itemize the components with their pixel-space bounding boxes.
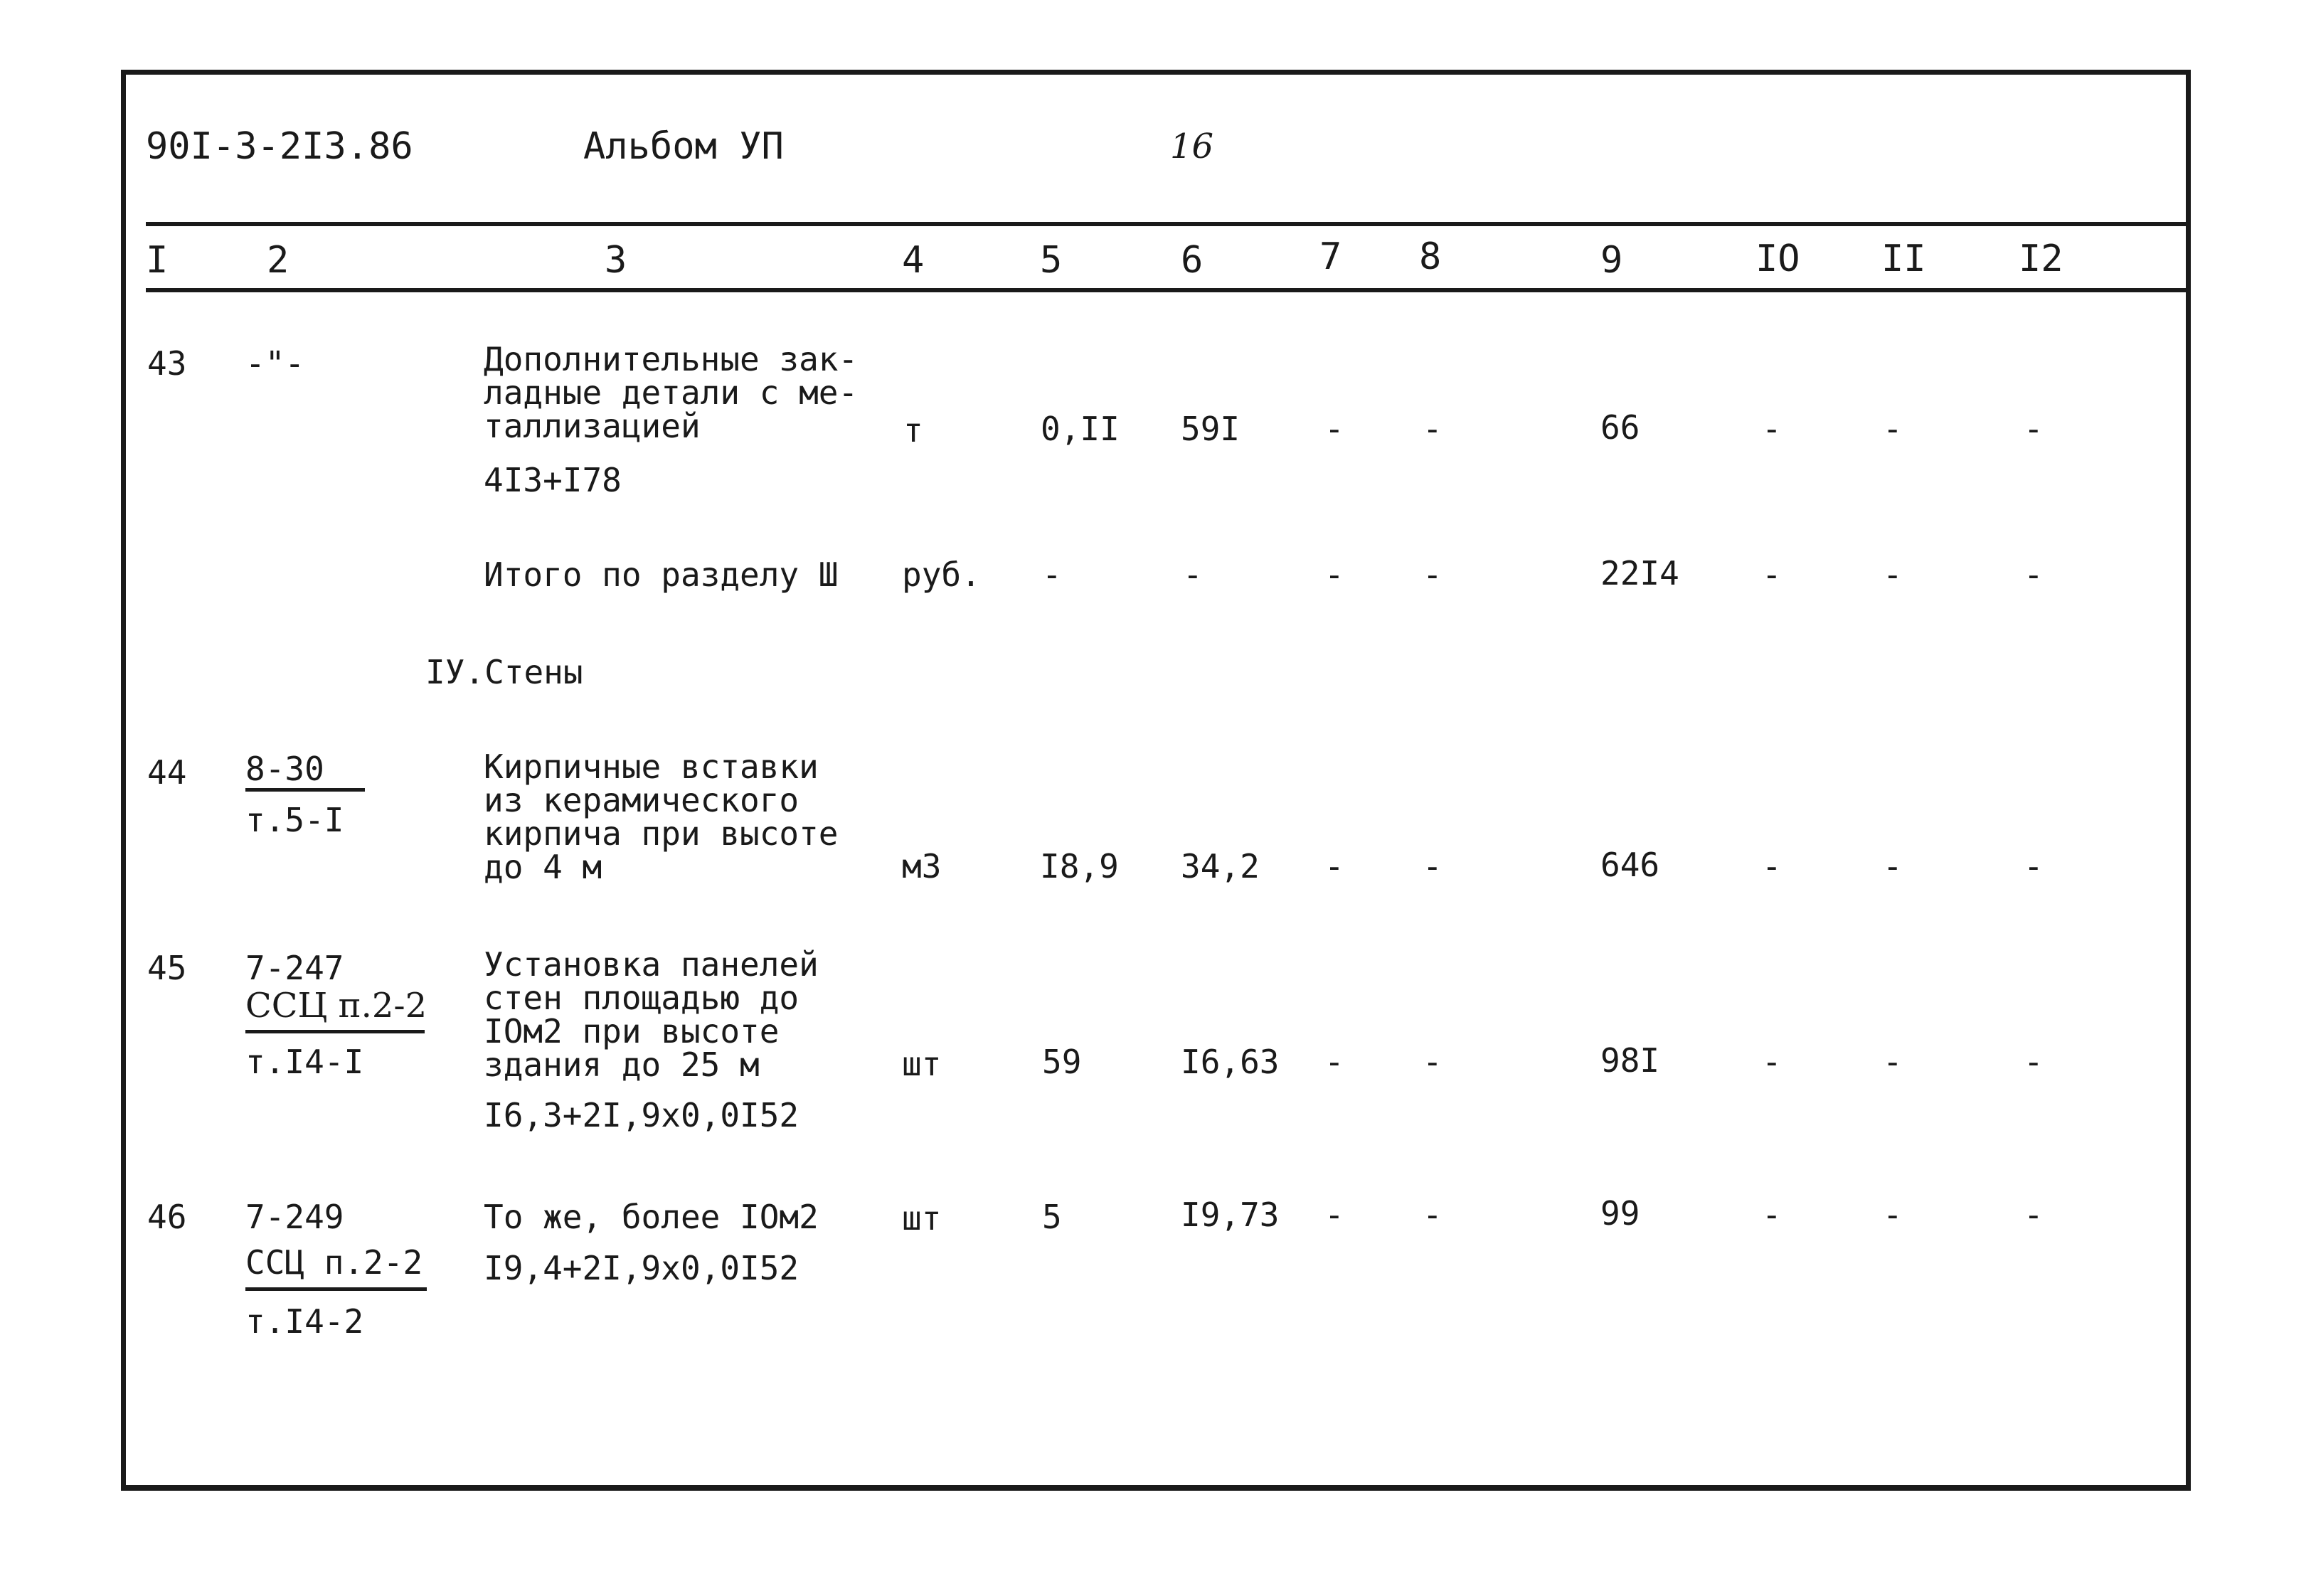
quantity: 5: [1042, 1198, 1062, 1236]
cell-col10: -: [1762, 410, 1782, 448]
cell-col11: -: [1883, 410, 1903, 448]
col-header-3: 3: [605, 239, 627, 282]
norm-code: -"-: [245, 344, 305, 383]
quantity: 59: [1042, 1043, 1082, 1081]
unit-cost: I9,73: [1181, 1196, 1280, 1234]
description-line: кирпича при высоте: [484, 814, 839, 853]
description-line: таллизацией: [484, 407, 701, 445]
cell-col7: -: [1324, 1196, 1344, 1234]
unit-cost: I6,63: [1181, 1043, 1280, 1081]
quantity: 0,II: [1041, 410, 1120, 448]
unit: т: [903, 411, 923, 449]
norm-table-ref: т.I4-I: [245, 1043, 364, 1081]
header-top-rule: [146, 222, 2191, 226]
cell-col8: -: [1423, 847, 1443, 885]
col-header-7: 7: [1319, 235, 1342, 278]
unit: шт: [902, 1045, 942, 1083]
section-title: IУ.Стены: [425, 653, 583, 691]
work-description: То же, более IOм2: [484, 1198, 819, 1236]
description-line: Установка панелей: [484, 945, 819, 984]
header-bottom-rule: [146, 288, 2191, 292]
work-description: [484, 945, 819, 1084]
description-line: Дополнительные зак-: [484, 340, 859, 378]
cell-col11: -: [1883, 847, 1903, 885]
total-cost: 22I4: [1600, 554, 1679, 592]
cell-col12: -: [2024, 1043, 2044, 1081]
description-line: до 4 м: [484, 848, 602, 886]
unit-cost: 34,2: [1181, 847, 1260, 885]
row-number: 43: [147, 344, 187, 383]
cell-col8: -: [1423, 555, 1443, 594]
code-underline: [245, 788, 365, 792]
norm-code: 7-247: [245, 949, 344, 987]
cell-col8: -: [1423, 1043, 1443, 1081]
cell-col7: -: [1324, 555, 1344, 594]
album-label: Альбом УП: [583, 125, 784, 168]
cell-col8: -: [1423, 410, 1443, 448]
page-frame: [121, 70, 2191, 1491]
col-header-8: 8: [1419, 235, 1442, 278]
cell-col10: -: [1762, 1196, 1782, 1234]
total-cost: 98I: [1600, 1041, 1660, 1080]
norm-code: 7-249: [245, 1198, 344, 1236]
page-number: 16: [1170, 127, 1214, 166]
total-cost: 646: [1600, 846, 1660, 884]
row-number: 46: [147, 1198, 187, 1236]
row-number: 44: [147, 753, 187, 792]
total-cost: 99: [1600, 1194, 1640, 1233]
col-header-10: IO: [1755, 238, 1800, 280]
col-header-12: I2: [2019, 238, 2063, 280]
unit-cost: -: [1183, 555, 1203, 594]
col-header-5: 5: [1040, 239, 1063, 282]
total-cost: 66: [1600, 408, 1640, 447]
cell-col11: -: [1883, 1196, 1903, 1234]
work-description: [484, 340, 859, 445]
quantity: -: [1042, 555, 1062, 594]
cell-col12: -: [2024, 410, 2044, 448]
description-line: здания до 25 м: [484, 1046, 760, 1084]
cell-col7: -: [1324, 1043, 1344, 1081]
description-line: из керамического: [484, 781, 799, 819]
norm-table-ref: т.5-I: [245, 801, 344, 839]
col-header-2: 2: [267, 239, 289, 282]
cell-col7: -: [1324, 410, 1344, 448]
col-header-9: 9: [1600, 239, 1623, 282]
col-header-4: 4: [902, 239, 925, 282]
calc-formula: 4I3+I78: [484, 461, 622, 499]
unit: руб.: [902, 555, 981, 594]
description-line: ладные детали с ме-: [484, 373, 859, 412]
quantity: I8,9: [1040, 847, 1119, 885]
cell-col10: -: [1762, 555, 1782, 594]
row-number: 45: [147, 949, 187, 987]
price-list-ref: ССЦ п.2-2: [245, 1243, 423, 1282]
unit-cost: 59I: [1181, 410, 1240, 448]
price-list-ref: ССЦ п.2-2: [245, 986, 427, 1026]
norm-code: 8-30: [245, 750, 324, 788]
col-header-6: 6: [1181, 239, 1204, 282]
cell-col7: -: [1324, 847, 1344, 885]
document-code: 90I-3-2I3.86: [146, 125, 413, 168]
cell-col10: -: [1762, 847, 1782, 885]
cell-col11: -: [1883, 555, 1903, 594]
work-description: [484, 750, 839, 884]
unit: шт: [902, 1199, 942, 1238]
code-underline: [245, 1030, 425, 1033]
norm-table-ref: т.I4-2: [245, 1302, 364, 1341]
subtotal-label: Итого по разделу Ш: [484, 555, 839, 594]
calc-formula: I6,3+2I,9x0,0I52: [484, 1096, 799, 1134]
col-header-1: I: [146, 239, 169, 282]
calc-formula: I9,4+2I,9x0,0I52: [484, 1249, 799, 1287]
unit: м3: [902, 847, 942, 885]
cell-col11: -: [1883, 1043, 1903, 1081]
cell-col12: -: [2024, 847, 2044, 885]
description-line: IOм2 при высоте: [484, 1012, 780, 1050]
cell-col10: -: [1762, 1043, 1782, 1081]
col-header-11: II: [1881, 238, 1926, 280]
description-line: стен площадью до: [484, 979, 799, 1017]
code-underline: [245, 1287, 427, 1291]
cell-col8: -: [1423, 1196, 1443, 1234]
cell-col12: -: [2024, 555, 2044, 594]
cell-col12: -: [2024, 1196, 2044, 1234]
description-line: Кирпичные вставки: [484, 748, 819, 786]
